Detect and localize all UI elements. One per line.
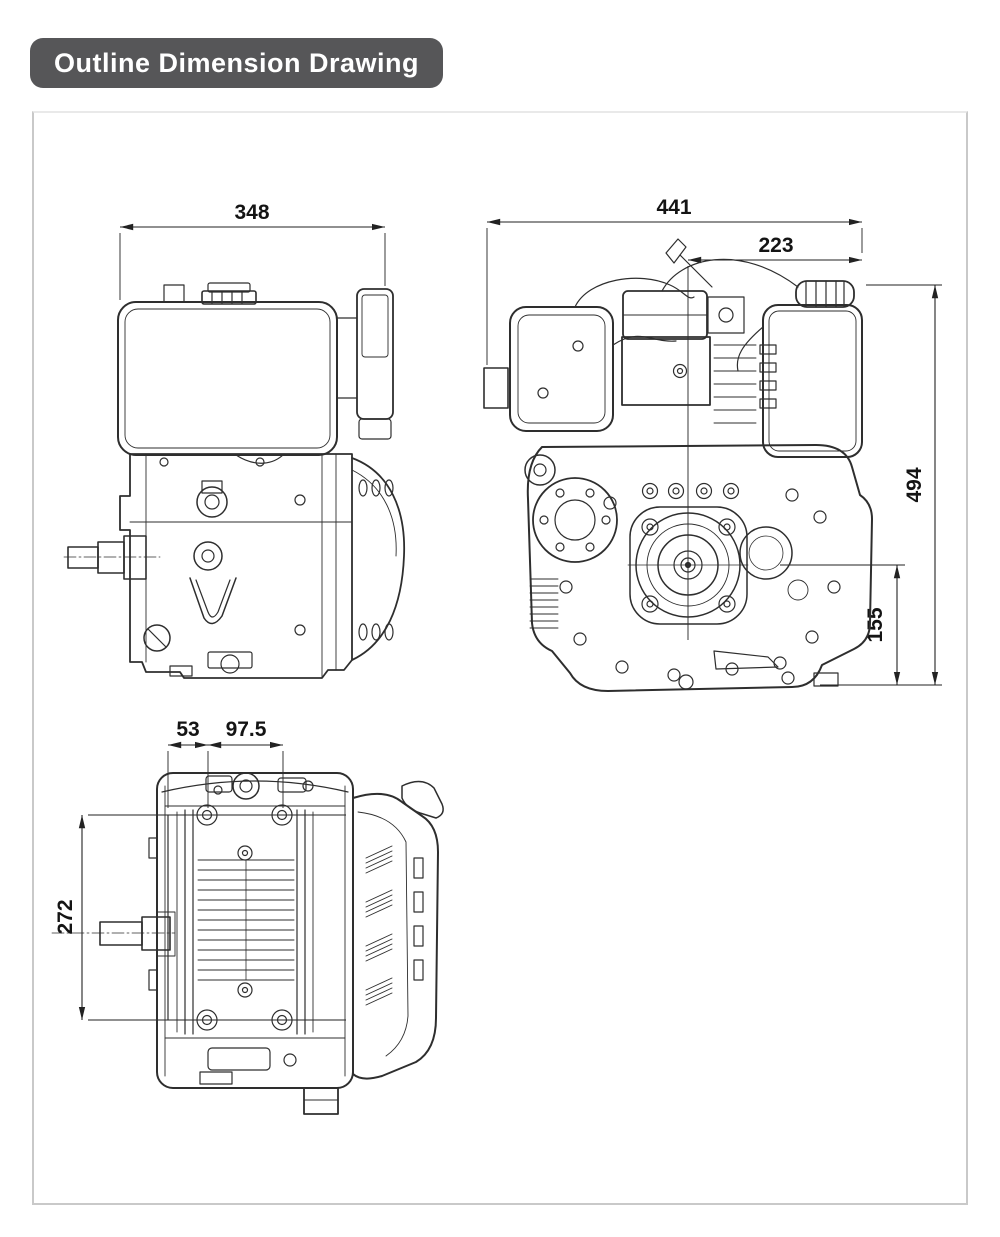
dim-155-label: 155 (864, 607, 887, 643)
title-badge-text: Outline Dimension Drawing (54, 47, 420, 78)
top-view-drawing (50, 720, 450, 1135)
dim-441-label: 441 (656, 196, 692, 219)
dim-348-group (120, 201, 385, 300)
dim-155-group (780, 565, 905, 685)
side-view-drawing (60, 200, 420, 700)
dim-97-5-label: 97.5 (225, 718, 267, 741)
top-view-engine (52, 773, 443, 1114)
dim-494-label: 494 (903, 467, 926, 503)
dim-53-label: 53 (176, 718, 200, 741)
title-badge (30, 38, 443, 88)
dim-272-group (54, 815, 346, 1020)
dim-223-label: 223 (758, 234, 794, 257)
dim-53-group (168, 718, 208, 745)
dim-348-label: 348 (234, 201, 270, 224)
dim-272-label: 272 (54, 899, 77, 935)
flywheel-view-drawing (480, 195, 965, 705)
side-view-engine (64, 283, 404, 678)
flywheel-view-engine (484, 239, 872, 691)
